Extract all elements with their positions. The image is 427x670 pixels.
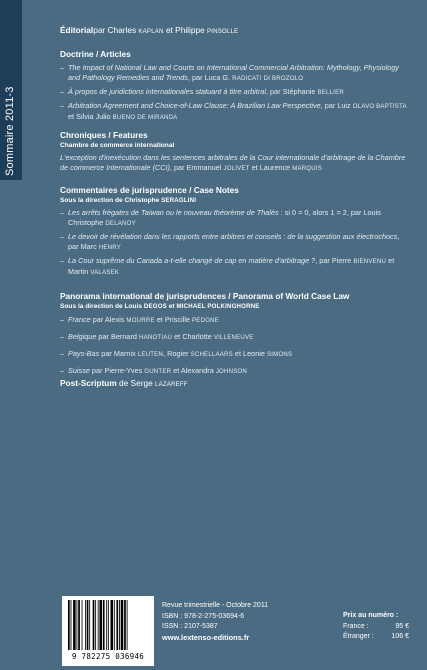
case-note-item [60, 208, 410, 229]
panorama-country: Suisse [68, 366, 90, 375]
dash-bullet: – [60, 87, 65, 96]
case-note-author: HENRY [98, 244, 122, 251]
article-title: À propos de juridictions internationales statuant à titre arbitral [68, 87, 266, 96]
commentaires-section [60, 185, 410, 278]
direction-name: SERAGLINI [161, 197, 197, 204]
direction-prefix: Sous la direction de Christophe [60, 197, 162, 204]
barcode-bar [106, 600, 107, 650]
editorial-author-2: PINSOLLE [207, 28, 239, 35]
panorama-author: GUNTER [144, 368, 172, 375]
panorama-and: , Rogier [163, 349, 191, 358]
barcode-bars [66, 600, 150, 650]
panorama-author: LEUTEN [137, 351, 164, 358]
panorama-author: JOHNSON [215, 368, 248, 375]
barcode-bar [124, 600, 126, 650]
dash-bullet: – [60, 63, 65, 72]
dash-bullet: – [60, 332, 65, 341]
barcode-bar [78, 600, 80, 650]
case-note-author: DELANOY [105, 220, 136, 227]
barcode-bar [71, 600, 72, 650]
barcode-bar [119, 600, 120, 650]
barcode [62, 596, 154, 666]
barcode-bar [93, 600, 95, 650]
postscriptum-by: de Serge [116, 378, 155, 388]
barcode-bar [77, 600, 78, 650]
panorama-author: SIMONS [267, 351, 293, 358]
chronique-title: L'exception d'inexécution dans les sentences arbitrales de la Cour internationale d'arbitrage de la Chambre de commerce Internationale (CCI) [60, 153, 406, 172]
panorama-and: et Priscille [154, 315, 193, 324]
postscriptum-section [60, 378, 410, 390]
commentaires-title: Commentaires de jurisprudence / Case Notes [60, 185, 239, 195]
barcode-bar [68, 600, 70, 650]
case-note-by: , par Marc [68, 232, 400, 251]
barcode-bar [116, 600, 118, 650]
editorial-and: et Philippe [163, 25, 208, 35]
postscriptum-line [60, 378, 410, 390]
article-author: BUENO DE MIRANDA [112, 114, 178, 121]
article-by: , par Stéphanie [265, 87, 318, 96]
doctrine-item [60, 101, 410, 123]
barcode-bar [89, 600, 90, 650]
barcode-bar [121, 600, 124, 650]
price-france-label: France : [343, 622, 369, 630]
dash-bullet: – [60, 101, 65, 110]
price-row-etranger [343, 632, 409, 643]
panorama-title: Panorama international de jurisprudences / Panorama of World Case Law [60, 291, 350, 301]
chronique-by: , par Emmanuel [169, 163, 224, 172]
dash-bullet: – [60, 315, 65, 324]
panorama-author: HANOTIAU [139, 334, 173, 341]
barcode-bar [87, 600, 89, 650]
direction-name: DEGOS [143, 303, 167, 310]
issn: ISSN : 2107-5387 [162, 623, 218, 630]
doctrine-item [60, 87, 410, 98]
article-author: RADICATI DI BROZOLO [232, 75, 304, 82]
direction-name: MICHAEL POLKINGHORNE [176, 303, 260, 310]
chroniques-subtitle: Chambre de commerce international [60, 142, 175, 149]
dash-bullet: – [60, 349, 65, 358]
price-row-france [343, 622, 409, 633]
barcode-bar [127, 600, 128, 650]
doctrine-item [60, 63, 410, 84]
case-note-by: par Louis Christophe [68, 208, 381, 227]
barcode-bar [95, 600, 96, 650]
doctrine-title: Doctrine / Articles [60, 49, 131, 59]
barcode-bar [111, 600, 114, 650]
case-note-author: BIENVENU [353, 258, 387, 265]
barcode-bar [108, 600, 109, 650]
chronique-item [60, 153, 410, 174]
panorama-and: et Charlotte [172, 332, 214, 341]
barcode-bar [99, 600, 102, 650]
panorama-by: par Alexis [90, 315, 127, 324]
chroniques-section [60, 130, 410, 174]
commentaires-direction [60, 196, 410, 205]
article-by: , par Luiz [320, 101, 353, 110]
article-and: et Silvia Julio [68, 112, 113, 121]
editorial-line [60, 25, 410, 37]
price-etranger-label: Étranger : [343, 633, 374, 640]
article-title: The Impact of National Law and Courts on International Commercial Arbitration: Mythology, Physiology and Pathology Remedies and Trends [68, 63, 399, 82]
postscriptum-title: Post-Scriptum [60, 378, 117, 388]
panorama-country: France [68, 315, 91, 324]
dash-bullet: – [60, 366, 65, 375]
barcode-bar [82, 600, 83, 650]
panorama-and: et Leonie [232, 349, 267, 358]
price-etranger-value: 106 € [391, 633, 409, 640]
chronique-and: et Laurence [249, 163, 293, 172]
panorama-author: MOURRE [126, 317, 155, 324]
article-author: OLAVO BAPTISTA [352, 103, 407, 110]
panorama-item [60, 332, 410, 343]
article-author: BELLIER [317, 89, 344, 96]
article-title: Arbitration Agreement and Choice-of-Law Clause: A Brazilian Law Perspective [68, 101, 321, 110]
editorial-author-1: KAPLAN [138, 28, 164, 35]
case-note-item [60, 256, 410, 278]
doctrine-section [60, 49, 410, 123]
case-note-and: et Martin [68, 256, 395, 276]
publication-frequency: Revue trimestrielle - Octobre 2011 [162, 602, 269, 609]
panorama-section [60, 291, 410, 377]
case-note-item [60, 232, 410, 253]
postscriptum-author: LAZAREFF [155, 381, 188, 388]
editorial-title: Éditorial [60, 25, 94, 35]
dash-bullet: – [60, 232, 65, 241]
panorama-direction [60, 302, 410, 311]
case-note-title: La Cour suprême du Canada a-t-elle changé de cap en matière d'arbitrage ? [68, 256, 316, 265]
publication-info [162, 601, 268, 643]
panorama-author: VILLENEUVE [213, 334, 254, 341]
direction-prefix: Sous la direction de Louis [60, 303, 144, 310]
panorama-item [60, 315, 410, 326]
barcode-digits: 9 782275 036946 [71, 652, 145, 661]
chroniques-title: Chroniques / Features [60, 130, 148, 140]
panorama-item [60, 366, 410, 377]
price-heading: Prix au numéro : [343, 612, 399, 619]
panorama-by: par Pierre-Yves [89, 366, 145, 375]
barcode-bar [98, 600, 99, 650]
case-note-by: , par Pierre [315, 256, 354, 265]
chronique-author: JOLIVET [223, 165, 250, 172]
dash-bullet: – [60, 208, 65, 217]
case-note-title: Le devoir de révélation dans les rapports entre arbitres et conseils : de la suggestion aux électrochocs [68, 232, 398, 241]
barcode-bar [85, 600, 86, 650]
panorama-and: et Alexandra [171, 366, 216, 375]
case-note-author: VALASEK [90, 269, 120, 276]
price-france-value: 95 € [395, 622, 409, 630]
panorama-author: PEDONE [192, 317, 219, 324]
website-link[interactable]: www.lextenso-editions.fr [162, 632, 250, 642]
barcode-bar [73, 600, 76, 650]
case-note-title: Les arrêts frégates de Taiwan ou le nouveau théorème de Thalès [68, 208, 279, 217]
barcode-bar [114, 600, 115, 650]
barcode-bar [103, 600, 105, 650]
panorama-item [60, 349, 410, 360]
panorama-by: par Bernard [96, 332, 139, 341]
price-box [343, 611, 409, 643]
isbn: ISBN : 978-2-275-03694-6 [162, 612, 245, 620]
article-by: , par Luca G. [187, 73, 233, 82]
editorial-section [60, 25, 410, 37]
direction-and: et [166, 303, 177, 310]
case-note-extra: : si 0 = 0, alors 1 = 2, [278, 208, 349, 217]
panorama-country: Belgique [68, 332, 97, 341]
dash-bullet: – [60, 256, 65, 265]
chronique-author: MARQUIS [292, 165, 323, 172]
panorama-country: Pays-Bas [68, 349, 100, 358]
panorama-author: SCHELLAARS [190, 351, 233, 358]
side-label: Sommaire 2011-3 [4, 86, 16, 176]
editorial-by: par Charles [93, 25, 139, 35]
panorama-by: par Marnix [99, 349, 138, 358]
